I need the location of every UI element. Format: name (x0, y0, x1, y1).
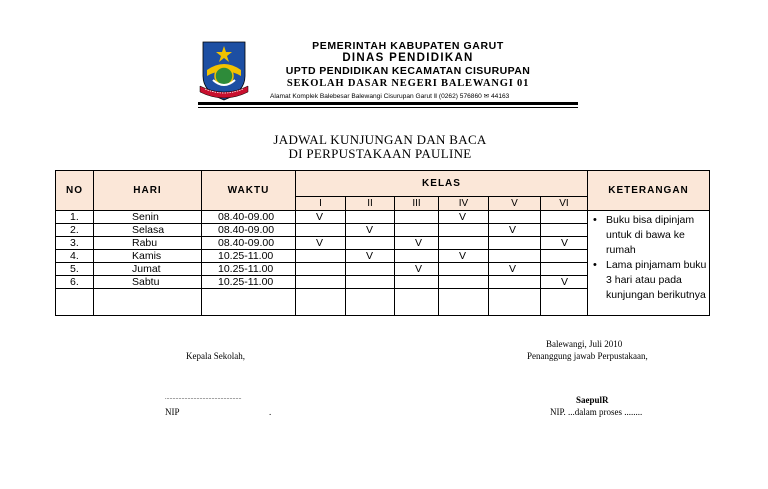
kelas-mark: V (541, 237, 588, 250)
row-waktu: 10.25-11.00 (202, 250, 296, 263)
kelas-mark (395, 250, 439, 263)
kelas-header-3: III (395, 197, 439, 211)
kelas-mark: V (346, 250, 395, 263)
row-waktu: 08.40-09.00 (202, 211, 296, 224)
kelas-mark: V (395, 263, 439, 276)
school-logo (199, 40, 249, 102)
letterhead-government: PEMERINTAH KABUPATEN GARUT (312, 40, 504, 52)
letterhead-rule-thin (198, 107, 578, 108)
kelas-header-4: IV (439, 197, 489, 211)
kelas-mark (439, 276, 489, 289)
kelas-mark: V (346, 224, 395, 237)
kelas-mark: V (541, 276, 588, 289)
row-hari: Selasa (94, 224, 202, 237)
kelas-mark (489, 237, 541, 250)
row-no: 5. (56, 263, 94, 276)
kelas-mark: V (296, 211, 346, 224)
kelas-mark (489, 250, 541, 263)
kelas-mark (541, 263, 588, 276)
empty-cell (395, 289, 439, 316)
row-hari: Kamis (94, 250, 202, 263)
kelas-mark (346, 211, 395, 224)
librarian-nip: NIP. ...dalam proses ........ (550, 407, 643, 417)
empty-cell (489, 289, 541, 316)
kelas-mark (346, 237, 395, 250)
kelas-mark (296, 263, 346, 276)
kelas-mark (439, 237, 489, 250)
kelas-mark (346, 263, 395, 276)
kelas-mark (395, 211, 439, 224)
header-hari: HARI (94, 171, 202, 211)
empty-cell (202, 289, 296, 316)
letterhead-uptd: UPTD PENDIDIKAN KECAMATAN CISURUPAN (285, 65, 531, 77)
kelas-mark (541, 250, 588, 263)
header-keterangan: KETERANGAN (588, 171, 710, 211)
kelas-header-5: V (489, 197, 541, 211)
schedule-table (55, 170, 710, 316)
kelas-mark: V (296, 237, 346, 250)
header-kelas: KELAS (296, 171, 588, 197)
row-hari: Sabtu (94, 276, 202, 289)
row-no: 2. (56, 224, 94, 237)
kelas-mark: V (439, 211, 489, 224)
kelas-mark (296, 250, 346, 263)
librarian-role: Penanggung jawab Perpustakaan, (527, 351, 648, 361)
letterhead-address: Alamat Komplek Balebesar Balewangi Cisurupan Garut Ⅱ (0262) 576860 ✉ 44163 (270, 93, 510, 100)
letterhead-rule-thick (198, 102, 578, 105)
kelas-mark: V (489, 224, 541, 237)
kelas-mark (541, 224, 588, 237)
keterangan-note: • Lama pinjamam buku 3 hari atau pada kunjungan berikutnya (593, 258, 709, 303)
empty-cell (439, 289, 489, 316)
row-hari: Rabu (94, 237, 202, 250)
kelas-mark (439, 263, 489, 276)
kelas-mark (489, 276, 541, 289)
headmaster-nip: NIP (165, 407, 180, 417)
empty-cell (296, 289, 346, 316)
row-hari: Jumat (94, 263, 202, 276)
document-title: JADWAL KUNJUNGAN DAN BACA (273, 132, 487, 147)
letterhead-department: DINAS PENDIDIKAN (342, 52, 474, 64)
row-no: 6. (56, 276, 94, 289)
empty-cell (541, 289, 588, 316)
kelas-mark: V (489, 263, 541, 276)
kelas-mark: V (395, 237, 439, 250)
keterangan-note: • Buku bisa dipinjam untuk di bawa ke rumah (593, 213, 709, 258)
headmaster-signature-line: ................................................... (165, 395, 242, 401)
header-no: NO (56, 171, 94, 211)
row-waktu: 08.40-09.00 (202, 237, 296, 250)
row-waktu: 08.40-09.00 (202, 224, 296, 237)
keterangan-cell (588, 211, 710, 316)
empty-cell (346, 289, 395, 316)
kelas-mark (296, 224, 346, 237)
empty-cell (56, 289, 94, 316)
kelas-mark: V (439, 250, 489, 263)
kelas-header-6: VI (541, 197, 588, 211)
document-subtitle: DI PERPUSTAKAAN PAULINE (288, 146, 472, 161)
headmaster-role: Kepala Sekolah, (186, 351, 245, 361)
kelas-mark (346, 276, 395, 289)
kelas-mark (395, 276, 439, 289)
kelas-header-2: II (346, 197, 395, 211)
kelas-mark (395, 224, 439, 237)
row-no: 4. (56, 250, 94, 263)
headmaster-nip-end: . (269, 407, 272, 417)
kelas-mark (439, 224, 489, 237)
letterhead-school: SEKOLAH DASAR NEGERI BALEWANGI 01 (286, 78, 530, 89)
kelas-mark (489, 211, 541, 224)
kelas-header-1: I (296, 197, 346, 211)
row-no: 3. (56, 237, 94, 250)
empty-cell (94, 289, 202, 316)
row-waktu: 10.25-11.00 (202, 276, 296, 289)
kelas-mark (296, 276, 346, 289)
row-hari: Senin (94, 211, 202, 224)
row-no: 1. (56, 211, 94, 224)
librarian-name: SaepulR (576, 395, 609, 405)
table-row (56, 211, 710, 224)
place-date: Balewangi, Juli 2010 (546, 339, 623, 349)
row-waktu: 10.25-11.00 (202, 263, 296, 276)
kelas-mark (541, 211, 588, 224)
header-waktu: WAKTU (202, 171, 296, 211)
